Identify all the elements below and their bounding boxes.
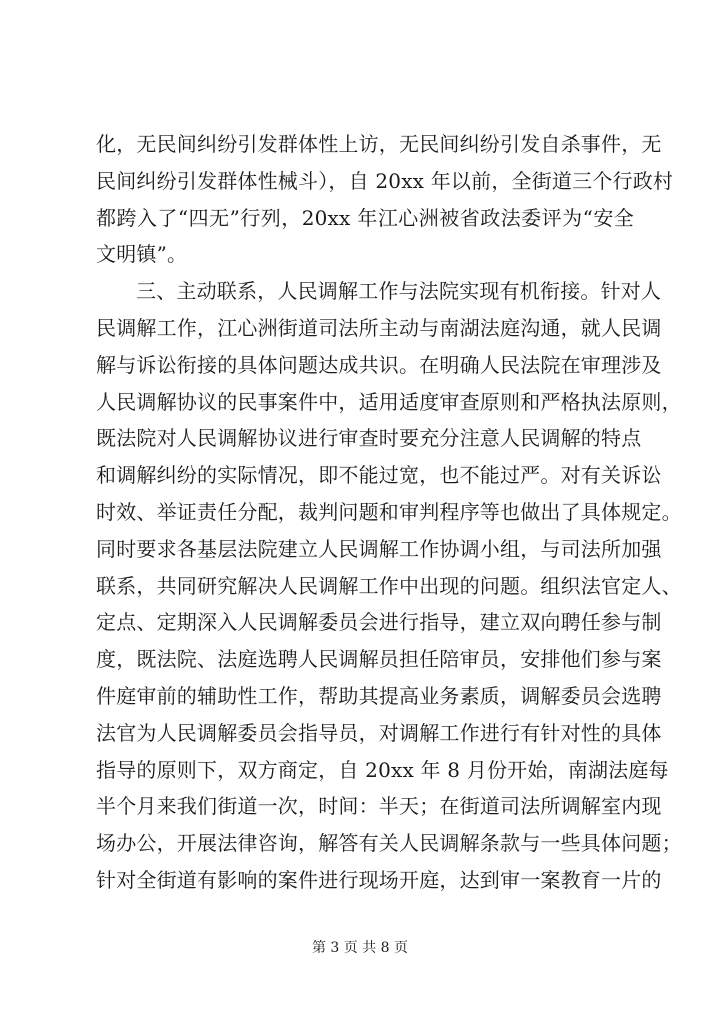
body-text-line: 针对全街道有影响的案件进行现场开庭，达到审一案教育一片的 (96, 867, 662, 892)
body-text-line: 法官为人民调解委员会指导员，对调解工作进行有针对性的具体 (96, 720, 662, 745)
body-text-line: 定点、定期深入人民调解委员会进行指导，建立双向聘任参与制 (96, 610, 662, 635)
body-text-line: 件庭审前的辅助性工作，帮助其提高业务素质，调解委员会选聘 (96, 683, 662, 708)
body-text-line: 半个月来我们街道一次，时间：半天；在街道司法所调解室内现 (96, 794, 662, 819)
body-text-line: 三、主动联系，人民调解工作与法院实现有机衔接。针对人 (136, 279, 662, 304)
body-text-line: 民调解工作，江心洲街道司法所主动与南湖法庭沟通，就人民调 (96, 315, 662, 340)
body-text-line: 场办公，开展法律咨询，解答有关人民调解条款与一些具体问题； (96, 831, 682, 856)
body-text-line: 指导的原则下，双方商定，自 20xx 年 8 月份开始，南湖法庭每 (96, 757, 669, 782)
body-text-line: 解与诉讼衔接的具体问题达成共识。在明确人民法院在审理涉及 (96, 352, 662, 377)
body-text-line: 民间纠纷引发群体性械斗），自 20xx 年以前，全街道三个行政村 (96, 168, 674, 193)
body-text-line: 度，既法院、法庭选聘人民调解员担任陪审员，安排他们参与案 (96, 647, 662, 672)
body-text-line: 同时要求各基层法院建立人民调解工作协调小组，与司法所加强 (96, 536, 662, 561)
body-text-line: 联系，共同研究解决人民调解工作中出现的问题。组织法官定人、 (96, 573, 682, 598)
body-text-line: 和调解纠纷的实际情况，即不能过宽，也不能过严。对有关诉讼 (96, 463, 662, 488)
body-text-line: 时效、举证责任分配，裁判问题和审判程序等也做出了具体规定。 (96, 499, 682, 524)
page-footer: 第 3 页 共 8 页 (311, 940, 409, 956)
document-body (96, 126, 682, 899)
body-text-line: 既法院对人民调解协议进行审查时要充分注意人民调解的特点 (96, 426, 642, 451)
body-text-line: 人民调解协议的民事案件中，适用适度审查原则和严格执法原则， (96, 389, 682, 414)
body-text-line: 都跨入了“四无”行列，20xx 年江心洲被省政法委评为“安全 (96, 205, 634, 230)
body-text-line: 文明镇”。 (96, 242, 188, 267)
body-text-line: 化，无民间纠纷引发群体性上访，无民间纠纷引发自杀事件，无 (96, 132, 662, 156)
